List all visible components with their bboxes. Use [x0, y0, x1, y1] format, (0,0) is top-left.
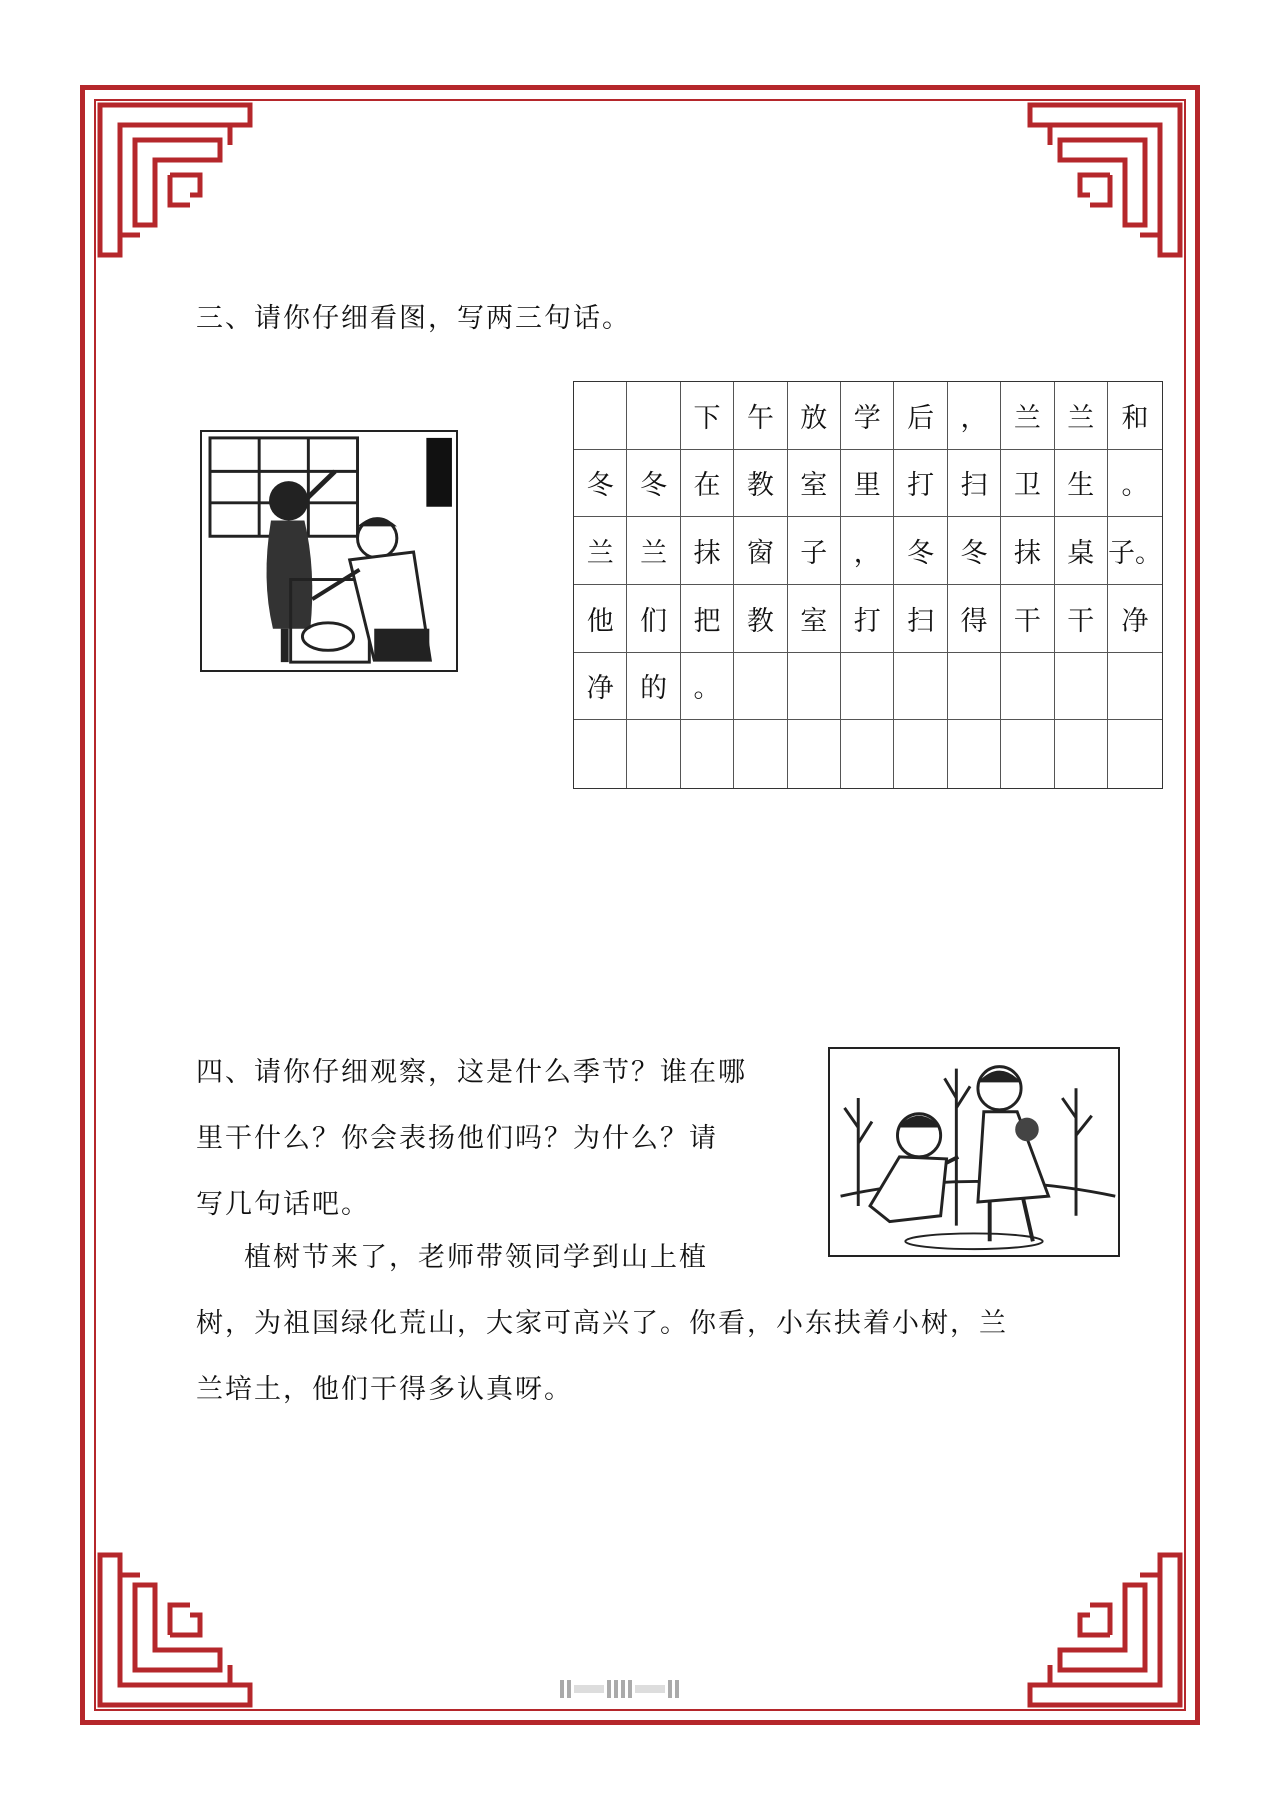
grid-cell: 。 [681, 653, 734, 721]
grid-cell [788, 720, 841, 788]
grid-cell: 们 [627, 585, 680, 653]
grid-cell: 午 [734, 382, 787, 450]
grid-cell [894, 720, 947, 788]
question-line-2: 里干什么？你会表扬他们吗？为什么？请 [196, 1123, 718, 1154]
grid-cell [1108, 653, 1162, 721]
grid-cell: 窗 [734, 517, 787, 585]
grid-cell: 他 [574, 585, 627, 653]
grid-cell: ， [948, 382, 1001, 450]
grid-cell: 兰 [1001, 382, 1054, 450]
grid-cell: 在 [681, 450, 734, 518]
grid-cell: 干 [1001, 585, 1054, 653]
grid-cell [948, 720, 1001, 788]
grid-cell: 得 [948, 585, 1001, 653]
grid-cell: 抹 [1001, 517, 1054, 585]
grid-cell: 净 [1108, 585, 1162, 653]
corner-ornament-bottom-left [80, 1535, 270, 1725]
grid-cell [734, 653, 787, 721]
grid-cell: 下 [681, 382, 734, 450]
grid-cell: 打 [841, 585, 894, 653]
grid-cell: 学 [841, 382, 894, 450]
grid-cell: 冬 [894, 517, 947, 585]
grid-cell: 放 [788, 382, 841, 450]
grid-cell [734, 720, 787, 788]
grid-cell: 兰 [627, 517, 680, 585]
grid-cell [788, 653, 841, 721]
grid-cell: 生 [1055, 450, 1108, 518]
grid-cell: 室 [788, 450, 841, 518]
grid-cell [841, 653, 894, 721]
grid-cell: 扫 [894, 585, 947, 653]
grid-cell: 里 [841, 450, 894, 518]
grid-cell: 桌 [1055, 517, 1108, 585]
grid-cell [894, 653, 947, 721]
grid-cell [948, 653, 1001, 721]
grid-cell: 扫 [948, 450, 1001, 518]
grid-cell [841, 720, 894, 788]
grid-cell [1001, 653, 1054, 721]
grid-cell: 子。 [1108, 517, 1162, 585]
watermark-bars [560, 1678, 720, 1700]
grid-cell: 抹 [681, 517, 734, 585]
question-line-3: 写几句话吧。 [196, 1189, 370, 1220]
grid-cell: 子 [788, 517, 841, 585]
section4-answer [196, 1225, 1116, 1423]
grid-cell: 净 [574, 653, 627, 721]
grid-cell [627, 720, 680, 788]
grid-cell: 后 [894, 382, 947, 450]
grid-cell [1055, 720, 1108, 788]
grid-cell [627, 382, 680, 450]
grid-cell: 打 [894, 450, 947, 518]
section3-title: 三、请你仔细看图，写两三句话。 [196, 303, 631, 334]
answer-line-2: 树，为祖国绿化荒山，大家可高兴了。你看，小东扶着小树，兰 [196, 1308, 1008, 1339]
grid-cell: 冬 [574, 450, 627, 518]
grid-cell: 室 [788, 585, 841, 653]
grid-cell: 教 [734, 450, 787, 518]
grid-cell: 。 [1108, 450, 1162, 518]
grid-cell: 教 [734, 585, 787, 653]
grid-cell: 卫 [1001, 450, 1054, 518]
answer-line-1: 植树节来了，老师带领同学到山上植 [244, 1242, 708, 1273]
grid-cell: 兰 [1055, 382, 1108, 450]
grid-cell: 兰 [574, 517, 627, 585]
writing-grid [573, 381, 1163, 789]
corner-ornament-top-right [1010, 85, 1200, 275]
grid-cell: 冬 [627, 450, 680, 518]
grid-cell: 干 [1055, 585, 1108, 653]
corner-ornament-top-left [80, 85, 270, 275]
classroom-cleaning-illustration [200, 430, 458, 672]
grid-cell: 的 [627, 653, 680, 721]
grid-cell [1055, 653, 1108, 721]
grid-cell: 冬 [948, 517, 1001, 585]
question-line-1: 四、请你仔细观察，这是什么季节？谁在哪 [196, 1057, 747, 1088]
corner-ornament-bottom-right [1010, 1535, 1200, 1725]
grid-cell [1001, 720, 1054, 788]
page-frame-inner [94, 99, 1186, 1711]
grid-cell [574, 382, 627, 450]
grid-cell [681, 720, 734, 788]
grid-cell: ， [841, 517, 894, 585]
grid-cell: 把 [681, 585, 734, 653]
grid-cell [1108, 720, 1162, 788]
grid-cell: 和 [1108, 382, 1162, 450]
section4-question [196, 1040, 816, 1238]
grid-cell [574, 720, 627, 788]
answer-line-3: 兰培土，他们干得多认真呀。 [196, 1374, 573, 1405]
